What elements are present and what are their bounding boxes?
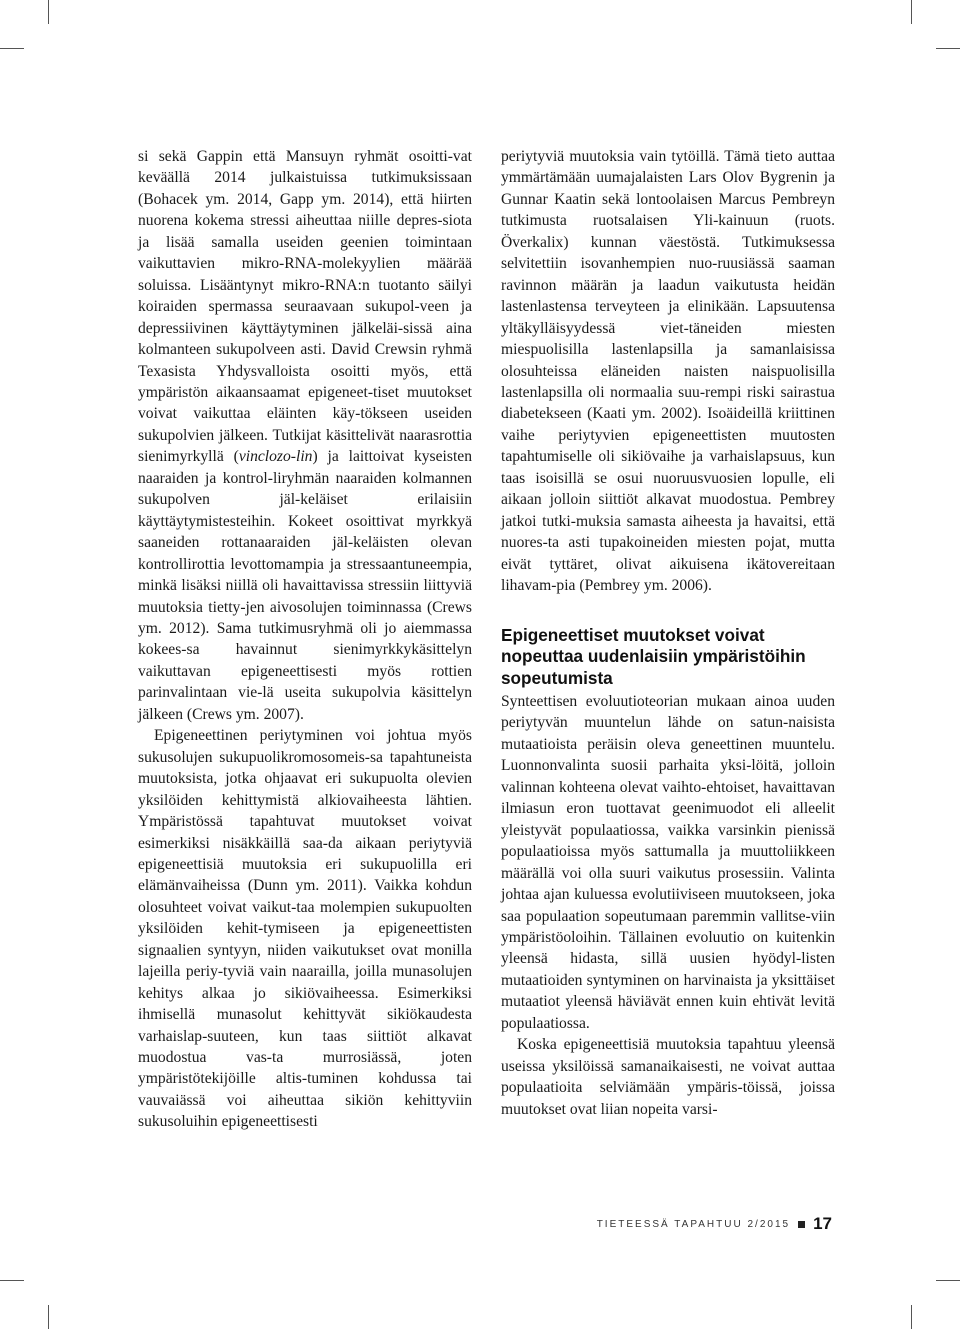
italic-term: vinclozo-lin	[238, 448, 313, 466]
page-footer	[597, 1214, 832, 1234]
section-heading: Epigeneettiset muutokset voivat nopeuttaa uudenlaisiin ympäristöihin sopeutumista	[501, 624, 806, 688]
right-column	[501, 146, 835, 1120]
journal-name: TIETEESSÄ TAPAHTUU 2/2015	[596, 1218, 791, 1230]
crop-mark	[936, 1280, 960, 1281]
paragraph: si sekä Gappin että Mansuyn ryhmät osoitti-vat keväällä 2014 julkaistuissa tutkimuksissaan (Bohacek ym. 2014, Gapp ym. 2014), että hiirten nuorena kokema stressi aiheuttaa niille depres-siota ja lisää samalla useiden geenien toimintaan vaikuttavien mikro-RNA-molekyylien määrää soluissa. Lisääntynyt mikro-RNA:n tuotanto säilyi koiraiden spermassa seuraavaan sukupol-veen ja depressiivinen käyttäytyminen jälkeläi-sissä aina kolmanteen sukupolveen asti. David Crewsin ryhmä Texasista Yhdysvalloista osoitti myös, että ympäristön aikaansaamat epigeneet-tiset muutokset voivat vaikuttaa eläinten käy-tökseen useiden sukupolvien jälkeen. Tutkijat käsittelivät naarasrottia sienimyrkyllä (vinclozo-lin) ja laittoivat kyseisten naaraiden ja kontrol-liryhmän naaraiden kolmannen sukupolven jäl-keläiset erilaisiin käyttäytymistesteihin. Kokeet osoittivat myrkkyä saaneiden rottanaaraiden jäl-keläisten olevan kontrollirottia levottomampia ja stressaantuneempia, minkä lisäksi niillä oli havaittavissa stressiin liittyviä muutoksia tietty-jen aivosolujen toiminnassa (Crews ym. 2012). Sama tutkimusryhmä oli jo aiemmassa kokees-sa havainnut sienimyrkkykäsittelyn vaikuttavan epigeneettisesti myös rottien parinvalintaan vie-lä useita sukupolvia käsittelyn jälkeen (Crews ym. 2007).	[138, 148, 473, 723]
square-bullet-icon	[798, 1221, 805, 1228]
crop-mark	[911, 1305, 912, 1329]
paragraph: Synteettisen evoluutioteorian mukaan ainoa uuden periytyvän muuntelun lähde on satun-naisista mutaatioista peräisin oleva geneettinen muuntelu. Luonnonvalinta suosii parhaita yksi-löitä, jolloin valinnan kohteena olevat vaihto-ehtoiset, havaittavan ilmiasun eron tuottavat geenimuodot eli alleelit yleistyvät populaatiossa, vaikka varsinkin pienissä populaatioissa myös sattumalla ja muuttoliikkeen määrällä voi olla suuri vaikutus prosessiin. Valinta johtaa ajan kuluessa evolutiiviseen muutokseen, joka saa populaation sopeutumaan paremmin vallitse-viin ympäristöoloihin. Tällainen evoluutio on kuitenkin yleensä hidasta, sillä uusien hyödyl-listen mutaatioiden syntyminen on harvinaista ja yksittäiset mutaatiot yleensä häviävät ennen kuin ehtivät levitä populaatiossa.	[501, 693, 835, 1032]
paragraph: Epigeneettinen periytyminen voi johtua myös sukusolujen sukupuolikromosomeis-sa tapahtuneista muutoksista, jotka ohjaavat eri sukupuolta olevien yksilöiden kehittymistä alkiovaiheesta lähtien. Ympäristössä tapahtuvat muutokset voivat esimerkiksi nisäkkäillä saa-da aikaan periytyviä epigeneettisiä muutoksia eri sukupuolilla eri elämänvaiheissa (Dunn ym. 2011). Vaikka kohdun olosuhteet voivat vaikut-taa molempien sukupuolten yksilöiden kehit-tymiseen ja epigeneettisten signaalien syntyyn, niiden vaikutukset ovat monilla lajeilla periy-tyviä vain naarailla, joilla munasolujen kehitys alkaa jo sikiövaiheessa. Esimerkiksi ihmisellä munasolut kehittyvät sikiökaudesta varhaislap-suuteen, kun taas siittiöt alkavat muodostua vas-ta murrosiässä, joten ympäristötekijöille altis-tuminen kohdussa tai vauvaiässä voi aiheuttaa sikiön kehittyviin sukusoluihin epigeneettisesti	[138, 727, 472, 1131]
crop-mark	[48, 1305, 49, 1329]
page-number: 17	[813, 1214, 832, 1233]
crop-mark	[48, 0, 49, 24]
crop-mark	[936, 48, 960, 49]
crop-mark	[0, 48, 24, 49]
left-column	[138, 146, 472, 1133]
paragraph: periytyviä muutoksia vain tytöillä. Tämä tieto auttaa ymmärtämään uumajalaisten Lars Olov Bygrenin ja Gunnar Kaatin sekä lontoolaisen Marcus Pembreyn tutkimusta ruotsalaisen Yli-kainuun (ruots. Överkalix) kunnan väestöstä. Tutkimuksessa selvitettiin isovanhempien nuo-ruusiässä saaman ravinnon määrän ja laadun vaikutusta heidän lastenlastensa terveyteen ja elinikään. Lapsuutensa yltäkylläisyydessä viet-täneiden miesten miespuolisilla lastenlapsilla ja samanlaisissa olosuhteissa eläneiden naisten naispuolisilla lastenlapsilla oli normaalia suu-rempi riski sairastua diabetekseen (Kaati ym. 2002). Isoäideillä kriittinen vaihe periytyvien epigeneettisten muutosten tapahtumiselle oli sikiövaihe ja varhaislapsuus, kun taas isoisillä se osui nuoruusvuosien lopulle, eli aikaan jolloin siittiöt alkavat muodostua. Pembrey jatkoi tutki-muksia samasta aiheesta ja havaitsi, että nuores-ta asti tupakoineiden miesten pojat, mutta eivät tyttäret, olivat aikuisena ikätovereitaan lihavam-pia (Pembrey ym. 2006).	[501, 148, 835, 595]
crop-mark	[0, 1280, 24, 1281]
crop-mark	[911, 0, 912, 24]
paragraph: Koska epigeneettisiä muutoksia tapahtuu yleensä useissa yksilöissä samanaikaisesti, ne voivat auttaa populaatioita selviämään ympäris-töissä, joissa muutokset ovat liian nopeita varsi-	[501, 1036, 835, 1118]
